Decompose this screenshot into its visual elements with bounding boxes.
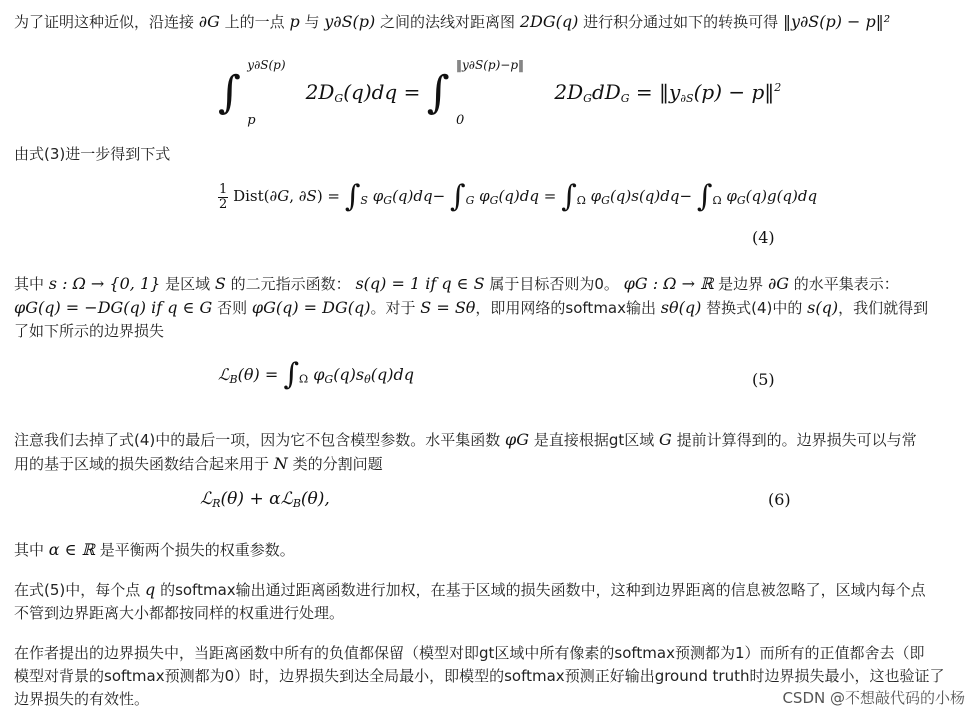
text: 为了证明这种近似，沿连接 <box>14 13 195 31</box>
paragraph-intro <box>14 10 974 34</box>
math-inline: ∂G <box>198 12 220 31</box>
math-inline: φG <box>505 430 530 449</box>
math-inline: ∂G <box>767 274 789 293</box>
math-inline: G <box>659 430 672 449</box>
text: 。对于 <box>370 299 416 317</box>
math-inline: φG : Ω → ℝ <box>623 274 714 293</box>
paragraph-alpha <box>14 538 974 562</box>
text: 是直接根据gt区域 <box>533 431 655 449</box>
text: 不管到边界距离大小都都按同样的权重进行处理。 <box>14 604 345 622</box>
text: 提前计算得到的。边界损失可以与常 <box>676 431 917 449</box>
math-inline: 2DG(q) <box>519 12 579 31</box>
text: 由式(3)进一步得到下式 <box>14 145 171 163</box>
paragraph-definitions <box>14 272 974 343</box>
math-inline: S = Sθ <box>420 298 476 317</box>
equation-4-number: (4) <box>752 228 775 247</box>
text: 边界损失的有效性。 <box>14 690 150 708</box>
text: 模型对背景的softmax预测都为0）时，边界损失到达全局最小，即模型的softmax预测正好输出ground truth时边界损失最小，这也验证了 <box>14 667 945 685</box>
equation-5-number: (5) <box>752 370 775 389</box>
text: 其中 <box>14 541 45 559</box>
paragraph-note <box>14 428 974 476</box>
text: 在作者提出的边界损失中，当距离函数中所有的负值都保留（模型对即gt区域中所有像素的softmax预测都为1）而所有的正值都舍去（即 <box>14 644 925 662</box>
text: 之间的法线对距离图 <box>380 13 516 31</box>
equation-1: ∫ y∂S(p) p $2D_G(q)dq$ = ∫ ‖y∂S(p)−p‖ 0 $2D_GdD_G$ = $‖y_{\partial S}(p)$ − p‖$^2$ <box>218 58 782 128</box>
math-inline: φG(q) = DG(q) <box>251 298 371 317</box>
math-inline: s(q) = 1 if q ∈ S <box>355 274 485 293</box>
text: 其中 <box>14 275 45 293</box>
equation-6-number: (6) <box>768 490 791 509</box>
text: ，即用网络的softmax输出 <box>475 299 656 317</box>
paragraph-derive <box>14 143 974 166</box>
math-inline: N <box>273 454 288 473</box>
text: 类的分割问题 <box>292 455 383 473</box>
text: 与 <box>304 13 320 31</box>
text: 是平衡两个损失的权重参数。 <box>99 541 295 559</box>
math-inline: q <box>145 580 156 599</box>
text: 的二元指示函数： <box>230 275 351 293</box>
math-inline: sθ(q) <box>660 298 702 317</box>
paragraph-weighting <box>14 578 974 625</box>
text: 属于目标否则为0。 <box>489 275 619 293</box>
text: 替换式(4)中的 <box>706 299 803 317</box>
math-inline: p <box>289 12 300 31</box>
text: 上的一点 <box>224 13 285 31</box>
math-inline: s : Ω → {0, 1} <box>48 274 161 293</box>
text: 是区域 <box>165 275 211 293</box>
equation-4: $\frac{1}{2}$ Dist(∂G, $\partial S) = \int_S$ $\varphi_G(q)dq- \int_G$ $\varphi_G(q)dq = \int_\Omega$ $\varphi_G(q)s(q)dq- \int_\Omega$ $\varphi_G(q)g(q)dq$ <box>219 179 818 214</box>
text: 了如下所示的边界损失 <box>14 322 165 340</box>
equation-6: ℒ$_R$(θ) + αℒ$_B$(θ), <box>200 489 330 510</box>
math-inline: ‖y∂S(p) − p‖² <box>782 12 891 31</box>
text: 是边界 <box>718 275 764 293</box>
math-inline: α ∈ ℝ <box>48 540 95 559</box>
text: 用的基于区域的损失函数结合起来用于 <box>14 455 270 473</box>
text: 在式(5)中，每个点 <box>14 581 141 599</box>
math-inline: s(q) <box>807 298 839 317</box>
fraction-half: $\frac{1}{2}$ <box>219 181 228 212</box>
equation-5: ℒ$_B$(θ) = $\int_\Omega$ $\varphi_G(q)s_\theta(q)dq$ <box>218 357 414 392</box>
text: 进行积分通过如下的转换可得 <box>583 13 779 31</box>
csdn-watermark: CSDN @不想敲代码的小杨 <box>782 689 965 707</box>
text: 的水平集表示： <box>793 275 899 293</box>
text: 注意我们去掉了式(4)中的最后一项，因为它不包含模型参数。水平集函数 <box>14 431 501 449</box>
text: 的softmax输出通过距离函数进行加权，在基于区域的损失函数中，这种到边界距离的信息被忽略了，区域内每个点 <box>160 581 926 599</box>
math-inline: S <box>214 274 226 293</box>
math-inline: y∂S(p) <box>324 12 376 31</box>
text: 否则 <box>217 299 248 317</box>
text: ，我们就得到 <box>838 299 929 317</box>
math-inline: φG(q) = −DG(q) if q ∈ G <box>14 298 213 317</box>
